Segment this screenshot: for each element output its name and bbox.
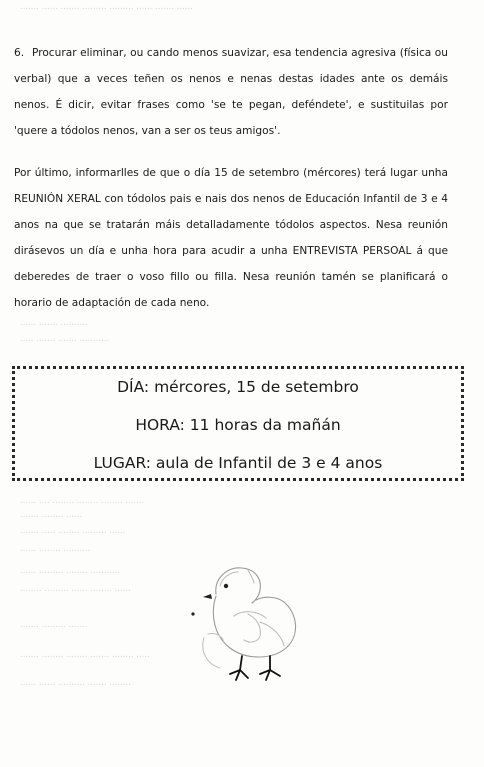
bleed-through-line: ...... ...... .......... ....... ........ [20, 678, 131, 688]
closing-paragraph: Por último, informarlles de que o día 15 de setembro (mércores) terá lugar unha REUNIÓN XERAL con tódolos pais e nais dos nenos de Educación Infantil de 3 e 4 anos na que se tratarán máis detalladamente tódolos aspectos. Nesa reunión dirásevos un día e unha hora para acudir a unha ENTREVISTA PERSOAL á que deberedes de traer o voso fillo ou filla. Nesa reunión tamén se planificará o horario de adaptación de cada neno. [14, 167, 448, 309]
meeting-time: HORA: 11 horas da mañán [135, 416, 341, 434]
bleed-through-line: ...... .... ........ ........ ........ ....... [20, 496, 145, 506]
meeting-place: LUGAR: aula de Infantil de 3 e 4 anos [93, 454, 383, 472]
bleed-through-line: ..... ....... ....... ........... [20, 334, 110, 344]
meeting-day: DÍA: mércores, 15 de setembro [117, 378, 359, 396]
bleed-through-line: ........ ......... ...... ........ ...... [20, 584, 131, 594]
bleed-through-line: ....... ..... ........ ......... ...... [20, 526, 126, 536]
bleed-through-line: ...... ....... .......... [20, 318, 88, 328]
bleed-through-line: ...... ........ .......... [20, 544, 91, 554]
meeting-info-box [12, 366, 464, 481]
bleed-through-line: ....... ...... ....... ......... ......... ...... ....... ...... [20, 2, 193, 12]
chick-illustration [190, 556, 310, 686]
bleed-through-line: ...... ......... ........ ........... [20, 566, 120, 576]
item-text: Procurar eliminar, ou cando menos suavizar, esa tendencia agresiva (física ou verbal) que a veces teñen os nenos e nenas destas idades ante os demáis nenos. É dicir, evitar frases como 'se te pegan, deféndete', e sustituilas por 'quere a tódolos nenos, van a ser os teus amigos'. [14, 47, 448, 137]
bleed-through-line: ....... ......... ....... [20, 620, 88, 630]
bleed-through-line: ....... ........ ........ ....... ........ ..... [20, 650, 150, 660]
numbered-item-6 [14, 40, 448, 144]
bleed-through-line: ....... ........ ...... [20, 510, 83, 520]
item-number: 6. [14, 47, 25, 59]
